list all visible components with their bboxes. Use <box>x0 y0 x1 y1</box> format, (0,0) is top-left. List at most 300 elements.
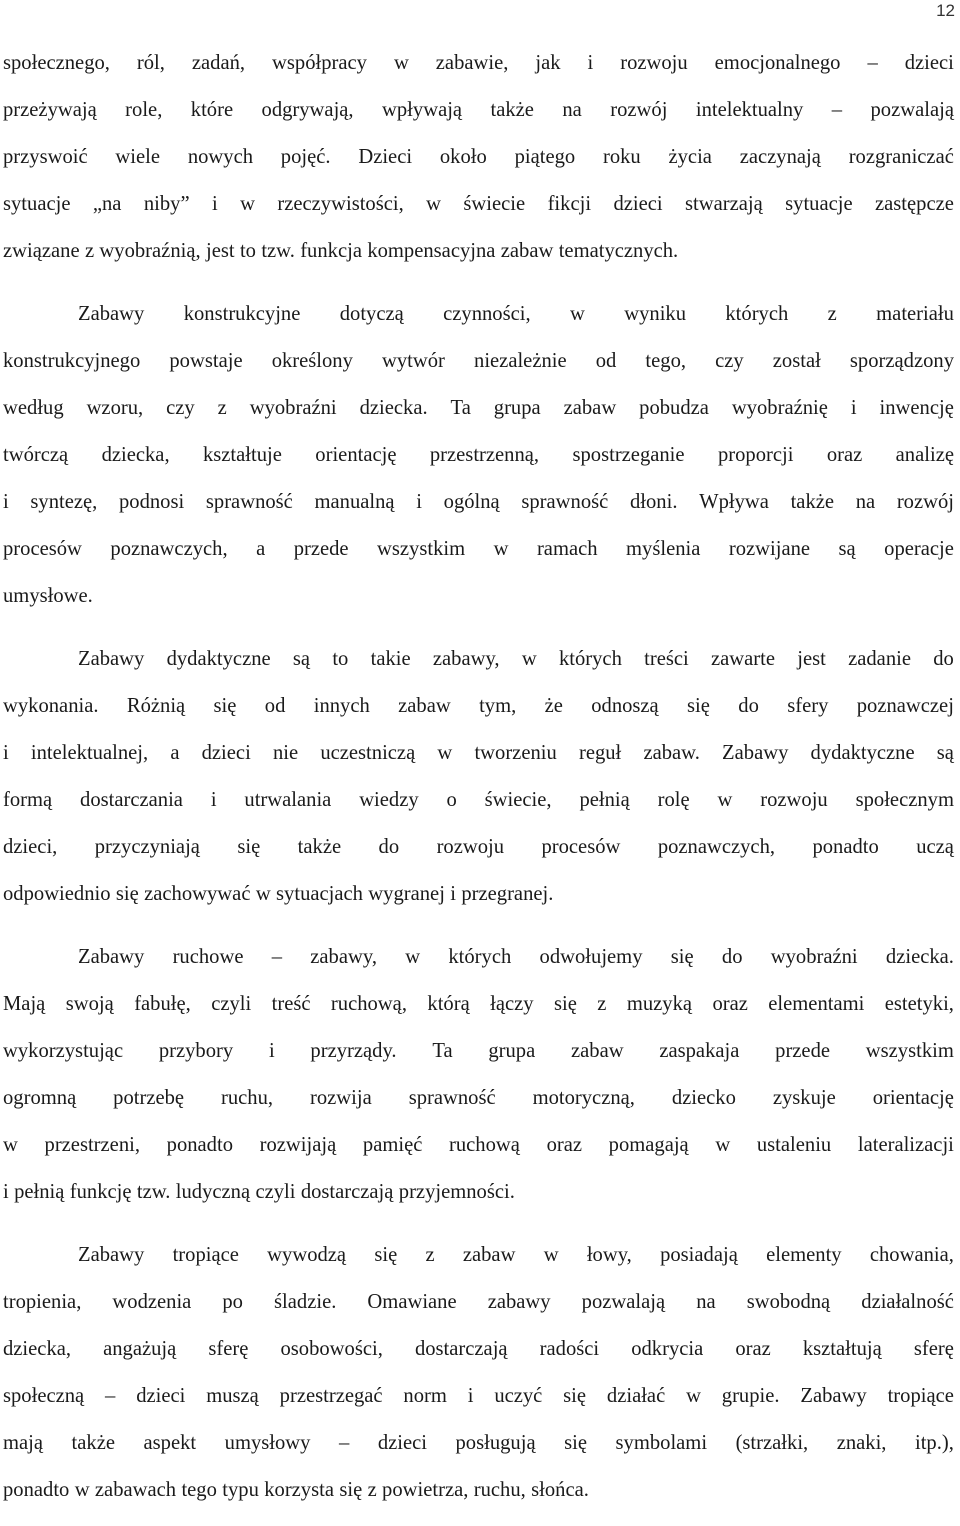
word: na <box>562 99 582 121</box>
word: społeczną <box>3 1385 85 1407</box>
word: mają <box>3 1432 44 1454</box>
word: na <box>696 1291 716 1313</box>
text-line <box>3 193 954 216</box>
word: kształtują <box>802 1338 882 1360</box>
word: angażują <box>103 1338 177 1360</box>
word: oraz <box>735 1338 771 1360</box>
word: Zabawy <box>78 1244 145 1266</box>
word: wykorzystując <box>3 1040 124 1062</box>
word: rozwija <box>309 1087 372 1109</box>
word: analizę <box>895 444 954 466</box>
word: niby” <box>143 193 190 215</box>
word: procesów <box>541 836 621 858</box>
word: rozwoju <box>436 836 505 858</box>
word: rozwijane <box>728 538 811 560</box>
word: operacje <box>884 538 954 560</box>
word: i <box>3 742 9 764</box>
word: świecie <box>463 193 526 215</box>
word: przestrzeni, <box>44 1134 140 1156</box>
word: grupie. <box>721 1385 780 1407</box>
word: funkcję <box>69 1181 132 1203</box>
word: w <box>543 1244 559 1266</box>
word: i <box>268 1040 275 1062</box>
text-line <box>3 303 954 326</box>
word: formą <box>3 789 53 811</box>
word: pamięć <box>362 1134 423 1156</box>
word: a <box>256 538 266 560</box>
word: przyjemności. <box>398 1181 515 1203</box>
word: tego <box>181 1479 217 1501</box>
word: zabawy <box>487 1291 551 1313</box>
word: świecie, <box>484 789 552 811</box>
word: reguł <box>578 742 622 764</box>
word: radości <box>539 1338 600 1360</box>
word: i <box>587 52 594 74</box>
word: zabaw <box>500 240 554 262</box>
word: jest <box>797 648 826 670</box>
paragraph-gap <box>3 1228 954 1244</box>
word: się <box>115 883 139 905</box>
word: zadań, <box>191 52 246 74</box>
word: nie <box>272 742 299 764</box>
word: sytuacje <box>785 193 853 215</box>
text-line <box>3 240 954 263</box>
word: niezależnie <box>474 350 567 372</box>
word: przede <box>293 538 349 560</box>
word: roku <box>602 146 641 168</box>
word: ponadto <box>3 1479 70 1501</box>
word: w <box>717 789 733 811</box>
text-line <box>3 146 954 169</box>
word: się <box>374 1244 398 1266</box>
word: Ta <box>432 1040 453 1062</box>
word: dzieci <box>904 52 954 74</box>
word: uczestniczą <box>320 742 416 764</box>
word: z <box>84 240 95 262</box>
word: przede <box>775 1040 831 1062</box>
text-line <box>3 1040 954 1063</box>
word: Mają <box>3 993 46 1015</box>
word: zadanie <box>848 648 911 670</box>
word: zyskuje <box>772 1087 836 1109</box>
word: jest <box>205 240 235 262</box>
word: ramach <box>536 538 598 560</box>
word: wyobraźnię <box>731 397 828 419</box>
word: proporcji <box>717 444 794 466</box>
word: wytwór <box>382 350 445 372</box>
word: myślenia <box>626 538 701 560</box>
word: dotyczą <box>339 303 404 325</box>
word: poznawczych, <box>657 836 776 858</box>
word: się <box>687 695 710 717</box>
word: współpracy <box>272 52 367 74</box>
word: intelektualny <box>695 99 804 121</box>
word: przyswoić <box>3 146 88 168</box>
word: lateralizacji <box>857 1134 954 1156</box>
word: treść <box>271 993 311 1015</box>
word: w <box>437 742 453 764</box>
word: znaki, <box>836 1432 887 1454</box>
word: dzieci <box>377 1432 427 1454</box>
word: dzieci <box>136 1385 186 1407</box>
word: których <box>558 648 622 670</box>
text-line <box>3 1181 954 1204</box>
word: rozwoju <box>760 789 828 811</box>
text-line <box>3 946 954 969</box>
text-line <box>3 52 954 75</box>
word: powietrza, <box>382 1479 469 1501</box>
word: – <box>271 946 283 968</box>
word: powstaje <box>169 350 243 372</box>
text-line <box>3 883 954 906</box>
word: – <box>831 99 843 121</box>
word: z <box>217 397 227 419</box>
text-line <box>3 585 954 608</box>
word: dydaktyczne <box>166 648 271 670</box>
word: Dzieci <box>358 146 413 168</box>
text-line <box>3 993 954 1016</box>
word: „na <box>92 193 122 215</box>
word: dziecka. <box>359 397 428 419</box>
word: i <box>210 789 217 811</box>
word: elementami <box>768 993 865 1015</box>
word: ruchową, <box>330 993 407 1015</box>
word: się <box>670 946 694 968</box>
word: pobudza <box>639 397 709 419</box>
word: w <box>393 52 409 74</box>
word: ruchu, <box>221 1087 274 1109</box>
text-line <box>3 350 954 373</box>
word: orientację <box>315 444 397 466</box>
word: wiele <box>115 146 161 168</box>
word: ról, <box>136 52 165 74</box>
word: ogólną <box>443 491 500 513</box>
word: także <box>297 836 342 858</box>
text-line <box>3 742 954 765</box>
word: twórczą <box>3 444 69 466</box>
word: łączy <box>490 993 534 1015</box>
word: muszą <box>206 1385 259 1407</box>
text-line <box>3 1087 954 1110</box>
word: zabawy, <box>310 946 377 968</box>
word: tzw. <box>136 1181 171 1203</box>
word: (strzałki, <box>735 1432 809 1454</box>
word: fabułę, <box>134 993 191 1015</box>
word: sferę <box>208 1338 249 1360</box>
word: a <box>170 742 180 764</box>
word: manualną <box>314 491 395 513</box>
word: oraz <box>826 444 863 466</box>
word: w <box>426 193 442 215</box>
word: się <box>564 1432 587 1454</box>
word: z <box>367 1479 377 1501</box>
word: pełnią <box>579 789 630 811</box>
word: wzoru, <box>86 397 144 419</box>
word: wykonania. <box>3 695 99 717</box>
word: w <box>74 1479 90 1501</box>
word: rzeczywistości, <box>277 193 404 215</box>
word: sprawność <box>408 1087 496 1109</box>
word: czy <box>715 350 744 372</box>
word: ruchu, <box>473 1479 526 1501</box>
word: odnoszą <box>591 695 659 717</box>
word: dzieci, <box>3 836 58 858</box>
word: dzieci <box>201 742 251 764</box>
word: czynności, <box>443 303 531 325</box>
word: dzieci <box>613 193 663 215</box>
word: Omawiane <box>367 1291 457 1313</box>
text-line <box>3 789 954 812</box>
word: wywodzą <box>267 1244 347 1266</box>
word: umysłowe. <box>3 585 93 607</box>
word: i <box>467 1385 474 1407</box>
word: rozwój <box>896 491 954 513</box>
text-line <box>3 538 954 561</box>
word: czy <box>166 397 195 419</box>
word: dydaktyczne <box>810 742 915 764</box>
word: sfery <box>787 695 829 717</box>
text-line <box>3 1291 954 1314</box>
word: się <box>563 1385 587 1407</box>
word: typu <box>222 1479 259 1501</box>
word: i <box>3 1181 9 1203</box>
paragraph-gap <box>3 632 954 648</box>
body-text <box>3 52 954 1526</box>
word: kształtuje <box>202 444 282 466</box>
word: przestrzegać <box>279 1385 383 1407</box>
word: chowania, <box>869 1244 954 1266</box>
word: od <box>264 695 286 717</box>
word: spostrzeganie <box>572 444 685 466</box>
word: do <box>933 648 954 670</box>
word: i <box>450 883 456 905</box>
word: innych <box>313 695 370 717</box>
word: w <box>521 648 537 670</box>
word: Ta <box>450 397 471 419</box>
word: działalność <box>861 1291 954 1313</box>
word: pełnią <box>14 1181 65 1203</box>
word: w <box>240 193 255 215</box>
word: swobodną <box>746 1291 831 1313</box>
word: są <box>292 648 311 670</box>
word: zabaw <box>462 1244 516 1266</box>
word: dostarczania <box>80 789 183 811</box>
paragraph <box>3 648 954 906</box>
word: itp.), <box>914 1432 954 1454</box>
paragraph-gap <box>3 287 954 303</box>
word: w <box>493 538 509 560</box>
word: odgrywają, <box>261 99 354 121</box>
word: wyobraźnią, <box>99 240 201 262</box>
word: emocjonalnego <box>714 52 841 74</box>
word: symbolami <box>615 1432 708 1454</box>
word: pojęć. <box>280 146 331 168</box>
word: około <box>439 146 487 168</box>
word: funkcja <box>300 240 362 262</box>
word: odpowiednio <box>3 883 111 905</box>
word: wszystkim <box>377 538 466 560</box>
paragraph <box>3 1244 954 1502</box>
word: posługują <box>455 1432 536 1454</box>
word: łowy, <box>586 1244 632 1266</box>
word: tym, <box>479 695 517 717</box>
word: których <box>725 303 789 325</box>
word: sytuacje <box>3 193 71 215</box>
word: Różnią <box>126 695 186 717</box>
word: potrzebę <box>113 1087 185 1109</box>
word: ustaleniu <box>756 1134 832 1156</box>
word: muzyką <box>626 993 693 1015</box>
word: wyobraźni <box>770 946 858 968</box>
word: inwencję <box>879 397 954 419</box>
word: pozwalają <box>870 99 954 121</box>
word: w <box>3 1134 18 1156</box>
word: z <box>597 993 607 1015</box>
word: to <box>239 240 256 262</box>
word: po <box>222 1291 243 1313</box>
word: dostarczają <box>300 1181 394 1203</box>
word: zabawie, <box>435 52 509 74</box>
word: kompensacyjna <box>367 240 496 262</box>
word: – <box>867 52 878 74</box>
word: są <box>838 538 856 560</box>
word: i <box>3 491 9 513</box>
word: społecznym <box>855 789 954 811</box>
word: umysłowy <box>224 1432 311 1454</box>
word: wyniku <box>624 303 687 325</box>
text-line <box>3 1385 954 1408</box>
word: życia <box>668 146 712 168</box>
word: sprawność <box>521 491 609 513</box>
word: w <box>715 1134 731 1156</box>
word: konstrukcyjne <box>183 303 301 325</box>
word: że <box>544 695 563 717</box>
word: czyli <box>255 1181 296 1203</box>
word: zabaw <box>563 397 617 419</box>
text-line <box>3 1244 954 1267</box>
word: o <box>446 789 457 811</box>
word: do <box>378 836 400 858</box>
word: tropiące <box>887 1385 954 1407</box>
text-line <box>3 1479 954 1502</box>
text-line <box>3 444 954 467</box>
paragraph-gap <box>3 930 954 946</box>
word: treści <box>644 648 689 670</box>
word: przeżywają <box>3 99 97 121</box>
word: zastępcze <box>875 193 954 215</box>
word: to <box>332 648 349 670</box>
word: ruchowe <box>172 946 244 968</box>
word: utrwalania <box>244 789 332 811</box>
text-line <box>3 397 954 420</box>
word: zabaw. <box>643 742 700 764</box>
text-line <box>3 491 954 514</box>
word: orientację <box>872 1087 954 1109</box>
text-line <box>3 1432 954 1455</box>
word: według <box>3 397 64 419</box>
word: w <box>686 1385 701 1407</box>
word: zaspakaja <box>659 1040 740 1062</box>
word: wiedzy <box>359 789 419 811</box>
word: norm <box>403 1385 447 1407</box>
word: jak <box>535 52 561 74</box>
word: są <box>936 742 954 764</box>
word: wygranej <box>368 883 445 905</box>
word: materiału <box>876 303 954 325</box>
word: ruchową <box>449 1134 520 1156</box>
word: określony <box>271 350 353 372</box>
word: zabawach <box>94 1479 177 1501</box>
word: ponadto <box>812 836 879 858</box>
word: przybory <box>158 1040 234 1062</box>
word: uczyć <box>494 1385 543 1407</box>
word: tworzeniu <box>474 742 557 764</box>
word: się <box>237 836 261 858</box>
word: społecznego, <box>3 52 110 74</box>
paragraph <box>3 946 954 1204</box>
word: których <box>448 946 512 968</box>
word: poznawczych, <box>110 538 228 560</box>
word: w <box>570 303 585 325</box>
word: Zabawy <box>78 303 145 325</box>
word: został <box>772 350 821 372</box>
word: odwołujemy <box>539 946 643 968</box>
word: procesów <box>3 538 82 560</box>
word: dłoni. <box>629 491 678 513</box>
word: ogromną <box>3 1087 77 1109</box>
word: sytuacjach <box>276 883 363 905</box>
word: podnosi <box>118 491 185 513</box>
word: stwarzają <box>685 193 763 215</box>
word: w <box>405 946 421 968</box>
word: konstrukcyjnego <box>3 350 141 372</box>
word: takie <box>370 648 411 670</box>
word: się <box>339 1479 363 1501</box>
word: rozwijają <box>259 1134 337 1156</box>
word: aspekt <box>143 1432 197 1454</box>
word: do <box>721 946 743 968</box>
word: ponadto <box>166 1134 233 1156</box>
word: się <box>553 993 577 1015</box>
word: zaczynają <box>739 146 821 168</box>
word: tego, <box>645 350 687 372</box>
text-line <box>3 836 954 859</box>
text-line <box>3 1338 954 1361</box>
word: grupa <box>493 397 541 419</box>
word: także <box>790 491 835 513</box>
text-line <box>3 99 954 122</box>
word: sferę <box>913 1338 954 1360</box>
word: – <box>339 1432 350 1454</box>
word: od <box>595 350 617 372</box>
word: z <box>425 1244 435 1266</box>
word: wyobraźni <box>249 397 337 419</box>
word: śladzie. <box>274 1291 337 1313</box>
word: grupa <box>488 1040 536 1062</box>
paragraph <box>3 303 954 608</box>
word: nowych <box>187 146 254 168</box>
word: zabaw <box>571 1040 624 1062</box>
word: dziecka, <box>101 444 170 466</box>
word: elementy <box>766 1244 842 1266</box>
word: korzysta <box>264 1479 334 1501</box>
text-line <box>3 695 954 718</box>
word: zachowywać <box>144 883 251 905</box>
word: do <box>738 695 759 717</box>
word: dziecko <box>671 1087 736 1109</box>
word: sprawność <box>205 491 293 513</box>
word: Zabawy <box>722 742 789 764</box>
